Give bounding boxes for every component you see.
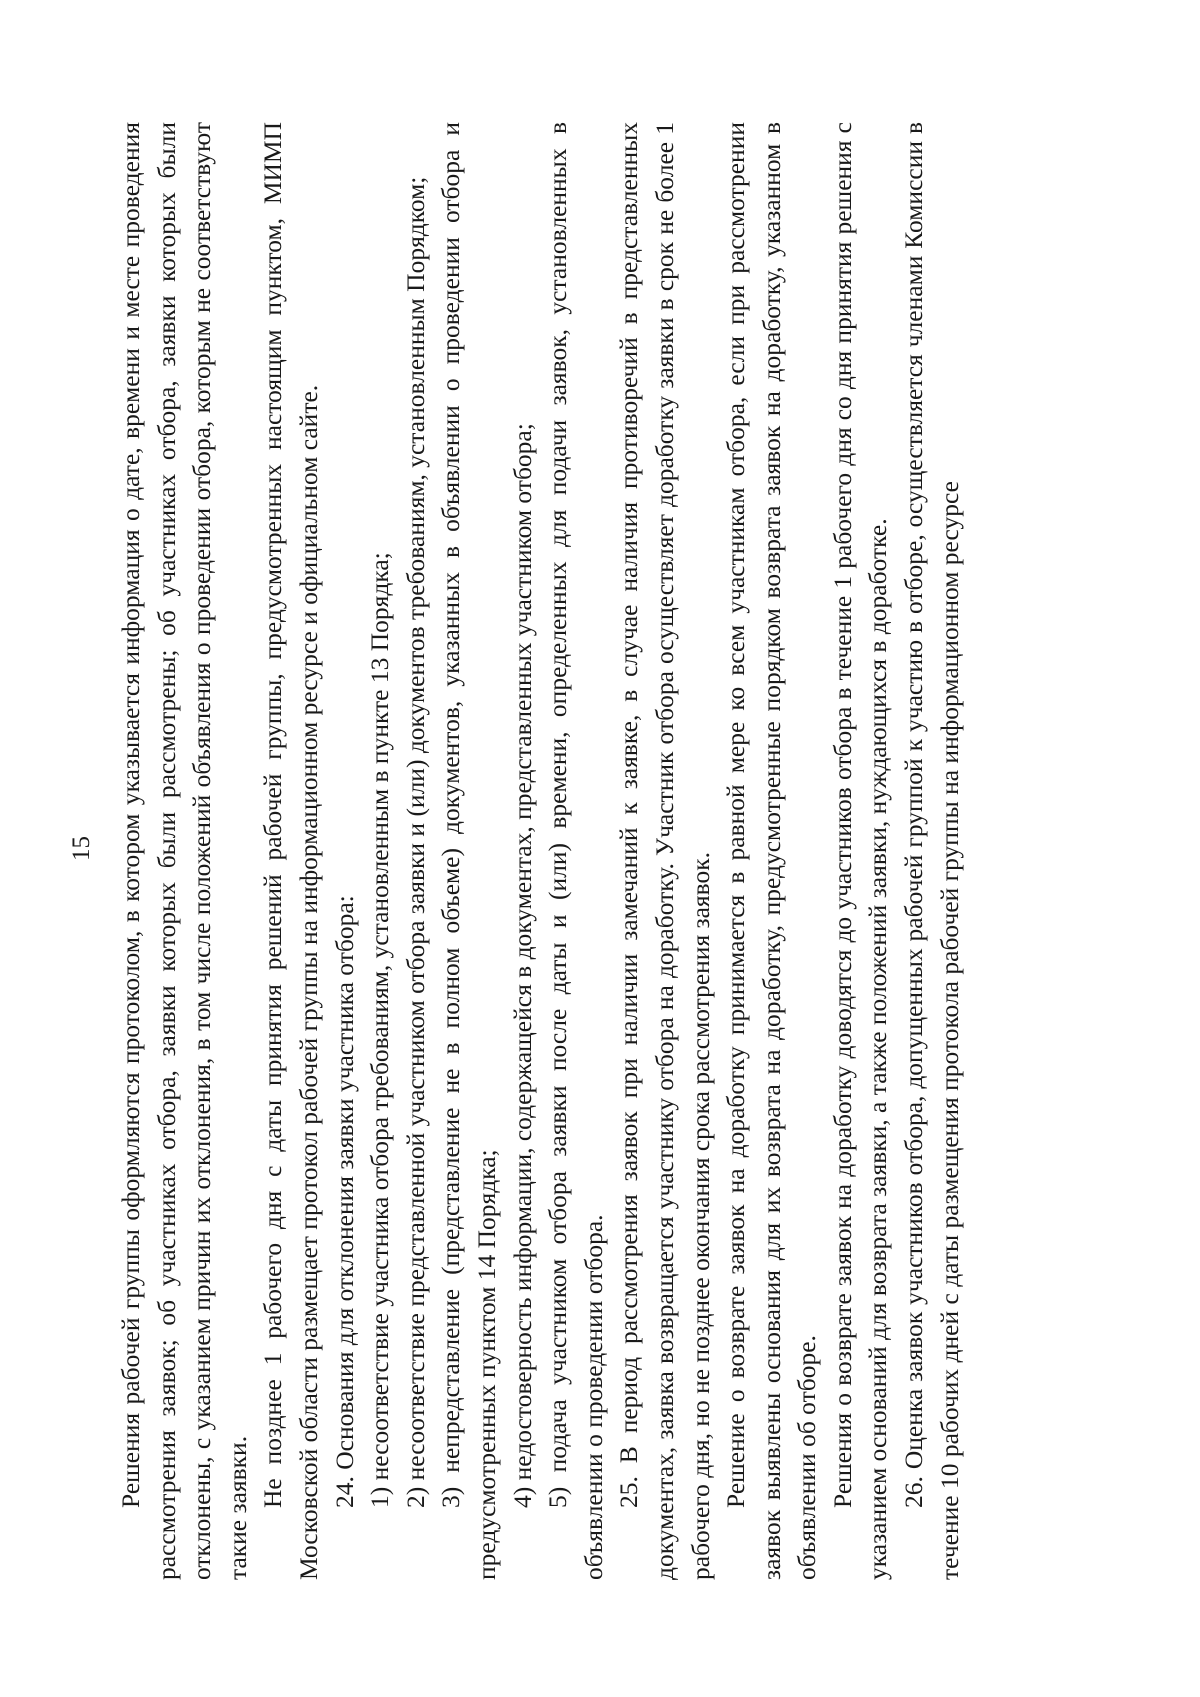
paragraph-protocol-publication: Не позднее 1 рабочего дня с даты принятия решений рабочей группы, предусмотренных настоящим пунктом, МИМП Московской области размещает протокол рабочей группы на информационном ресурсе и официальном сайте. [258, 122, 323, 1580]
paragraph-25-decision: Решение о возврате заявок на доработку принимается в равной мере ко всем участникам отбора, если при рассмотрении заявок выявлены основания для их возврата на доработку, предусмотренные порядком возврата заявок на доработку, указанном в объявлении об отборе. [721, 122, 822, 1580]
list-item-24-1: 1) несоответствие участника отбора требованиям, установленным в пункте 13 Порядка; [365, 552, 395, 1508]
document-body [113, 122, 967, 1580]
paragraph-25-notification: Решения о возврате заявок на доработку доводятся до участников отбора в течение 1 рабочего дня со дня принятия решения с указанием оснований для возврата заявки, а также положений заявки, нуждающихся в доработке. [827, 122, 893, 1580]
paragraph-26: 26. Оценка заявок участников отбора, допущенных рабочей группой к участию в отборе, осуществляется членами Комиссии в течение 10 рабочих дней с даты размещения протокола рабочей группы на информационном ресурсе [899, 122, 964, 1580]
list-item-24-5: 5) подача участником отбора заявки после даты и (или) времени, определенных для подачи заявок, установленных в объявлении о проведении отбора. [543, 122, 608, 1580]
list-item-24-4: 4) недостоверность информации, содержащейся в документах, представленных участником отбора; [507, 423, 537, 1508]
page-number: 15 [68, 836, 95, 861]
list-item-24-2: 2) несоответствие представленной участником отбора заявки и (или) документов требованиям, установленным Порядком; [400, 176, 430, 1508]
paragraph-25: 25. В период рассмотрения заявок при наличии замечаний к заявке, в случае наличия противоречий в представленных документах, заявка возвращается участнику отбора на доработку. Участник отбора осуществляет доработку заявки в срок не более 1 рабочего дня, но не позднее окончания срока рассмотрения заявок. [614, 122, 715, 1580]
list-item-24-3: 3) непредставление (представление не в полном объеме) документов, указанных в объявлении о проведении отбора и предусмотренных пунктом 14 Порядка; [436, 122, 501, 1580]
paragraph-protocol-info: Решения рабочей группы оформляются протоколом, в котором указывается информация о дате, времени и месте проведения рассмотрения заявок; об участниках отбора, заявки которых были рассмотрены; об участниках отбора, заявки которых были отклонены, с указанием причин их отклонения, в том числе положений объявления о проведении отбора, которым не соответствуют такие заявки. [116, 122, 252, 1580]
paragraph-24-heading: 24. Основания для отклонения заявки участника отбора: [329, 895, 359, 1508]
